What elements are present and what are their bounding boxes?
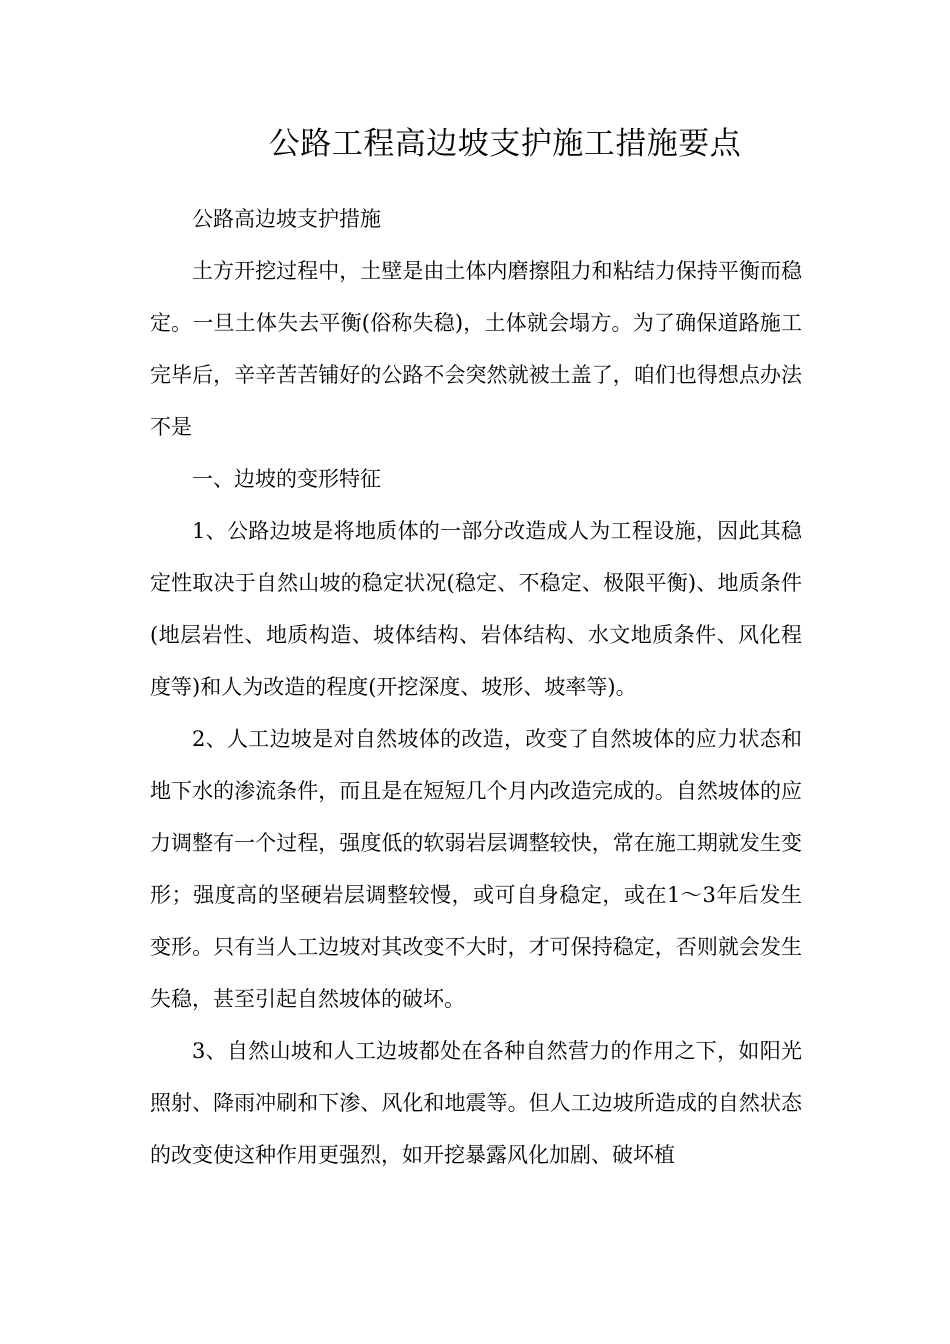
paragraph-item-2: 2、人工边坡是对自然坡体的改造，改变了自然坡体的应力状态和地下水的渗流条件，而且是在短短几个月内改造完成的。自然坡体的应力调整有一个过程，强度低的软弱岩层调整较快，常在施工期就发生变形；强度高的坚硬岩层调整较慢，或可自身稳定，或在1～3年后发生变形。只有当人工边坡对其改变不大时，才可保持稳定，否则就会发生失稳，甚至引起自然坡体的破坏。: [150, 727, 802, 1011]
paragraph-item-1: 1、公路边坡是将地质体的一部分改造成人为工程设施，因此其稳定性取决于自然山坡的稳定状况(稳定、不稳定、极限平衡)、地质条件(地层岩性、地质构造、坡体结构、岩体结构、水文地质条件、风化程度等)和人为改造的程度(开挖深度、坡形、坡率等)。: [150, 519, 802, 699]
paragraph-subtitle: 公路高边坡支护措施: [192, 207, 381, 231]
section-heading: 一、边坡的变形特征: [192, 467, 381, 491]
paragraph-intro: 土方开挖过程中，土壁是由土体内磨擦阻力和粘结力保持平衡而稳定。一旦土体失去平衡(俗称失稳)，土体就会塌方。为了确保道路施工完毕后，辛辛苦苦铺好的公路不会突然就被土盖了，咱们也得想点办法不是: [150, 259, 802, 439]
document-body: [150, 193, 802, 1181]
paragraph-item-3: 3、自然山坡和人工边坡都处在各种自然营力的作用之下，如阳光照射、降雨冲刷和下渗、风化和地震等。但人工边坡所造成的自然状态的改变使这种作用更强烈，如开挖暴露风化加剧、破坏植: [150, 1039, 802, 1167]
document-title: 公路工程高边坡支护施工措施要点: [268, 126, 742, 162]
